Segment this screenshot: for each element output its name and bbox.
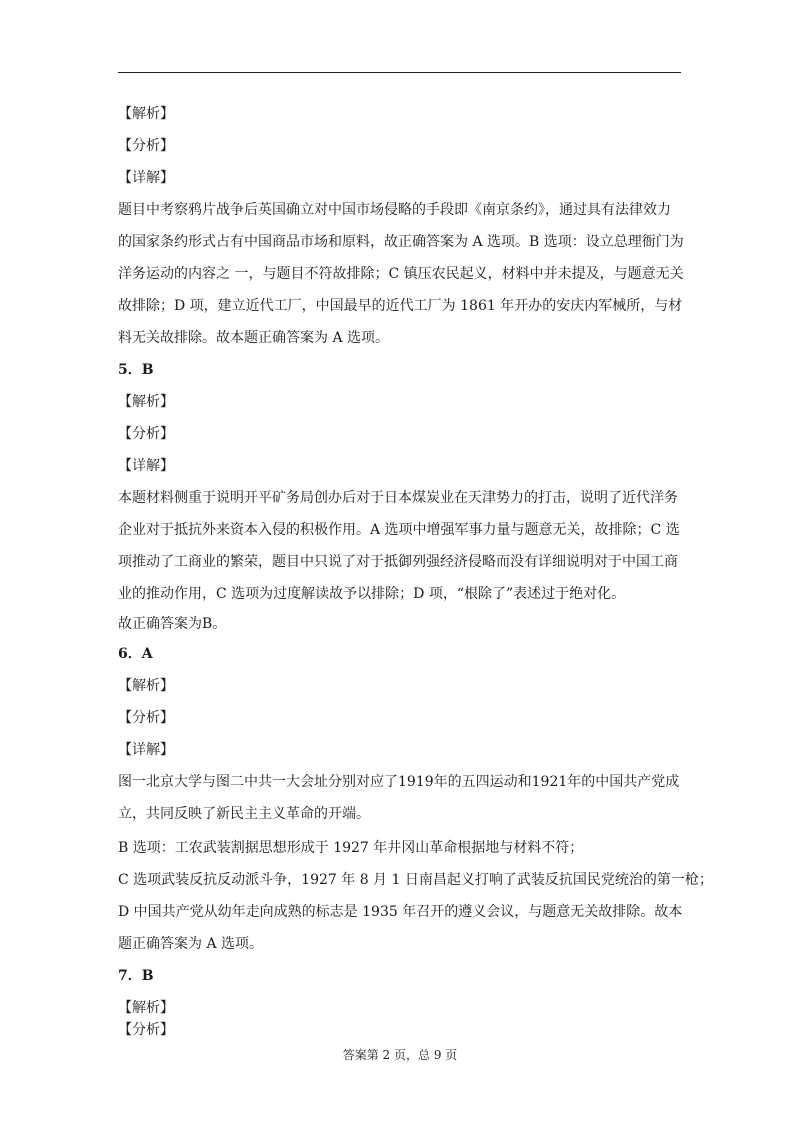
q5-body-line: 企业对于抵抗外来资本入侵的积极作用。A 选项中增强军事力量与题意无关，故排除；C 选 xyxy=(118,522,680,538)
q4-body-line: 料无关故排除。故本题正确答案为 A 选项。 xyxy=(118,330,390,346)
page-footer: 答案第 2 页，总 9 页 xyxy=(342,1048,458,1062)
q5-fenxi-label: 【分析】 xyxy=(118,426,174,442)
q4-body-line: 故排除；D 项，建立近代工厂，中国最早的近代工厂为 1861 年开办的安庆内军械所，与材 xyxy=(118,298,683,314)
q5-answer-number: 5．B xyxy=(118,362,154,378)
q6-answer-number: 6．A xyxy=(118,646,153,662)
q6-body-line: 题正确答案为 A 选项。 xyxy=(118,936,264,952)
q6-body-line: D 中国共产党从幼年走向成熟的标志是 1935 年召开的遵义会议，与题意无关故排除。故本 xyxy=(118,904,683,920)
q5-body-line: 本题材料侧重于说明开平矿务局创办后对于日本煤炭业在天津势力的打击，说明了近代洋务 xyxy=(118,490,678,506)
q7-answer-number: 7．B xyxy=(118,968,154,984)
q6-detail-label: 【详解】 xyxy=(118,742,174,758)
q5-body-line: 项推动了工商业的繁荣，题目中只说了对于抵御列强经济侵略而没有详细说明对于中国工商 xyxy=(118,554,678,570)
q7-analysis-label: 【解析】 xyxy=(118,1000,174,1016)
header-rule xyxy=(118,72,681,73)
q4-fenxi-label: 【分析】 xyxy=(118,138,174,154)
q4-analysis-label: 【解析】 xyxy=(118,106,174,122)
q7-fenxi-label: 【分析】 xyxy=(118,1022,174,1038)
q5-conclusion-line: 故正确答案为B。 xyxy=(118,616,227,632)
q6-body-line: B 选项：工农武装割据思想形成于 1927 年井冈山革命根据地与材料不符； xyxy=(118,840,584,856)
q4-body-line: 的国家条约形式占有中国商品市场和原料，故正确答案为 A 选项。B 选项：设立总理衙门为 xyxy=(118,234,684,250)
q6-analysis-label: 【解析】 xyxy=(118,678,174,694)
q6-body-line: 立，共同反映了新民主主义革命的开端。 xyxy=(118,806,370,822)
q5-body-line: 业的推动作用，C 选项为过度解读故予以排除；D 项，“根除了”表述过于绝对化。 xyxy=(118,586,626,602)
q6-body-line: C 选项武装反抗反动派斗争，1927 年 8 月 1 日南昌起义打响了武装反抗国民党统治的第一枪； xyxy=(118,872,713,888)
q6-fenxi-label: 【分析】 xyxy=(118,710,174,726)
q5-detail-label: 【详解】 xyxy=(118,458,174,474)
q5-analysis-label: 【解析】 xyxy=(118,394,174,410)
q4-body-line: 题目中考察鸦片战争后英国确立对中国市场侵略的手段即《南京条约》，通过具有法律效力 xyxy=(118,202,671,218)
q6-body-line: 图一北京大学与图二中共一大会址分别对应了1919年的五四运动和1921年的中国共产党成 xyxy=(118,774,680,790)
q4-body-line: 洋务运动的内容之 一，与题目不符故排除；C 镇压农民起义，材料中并未提及，与题意无关 xyxy=(118,266,684,282)
q4-detail-label: 【详解】 xyxy=(118,170,174,186)
